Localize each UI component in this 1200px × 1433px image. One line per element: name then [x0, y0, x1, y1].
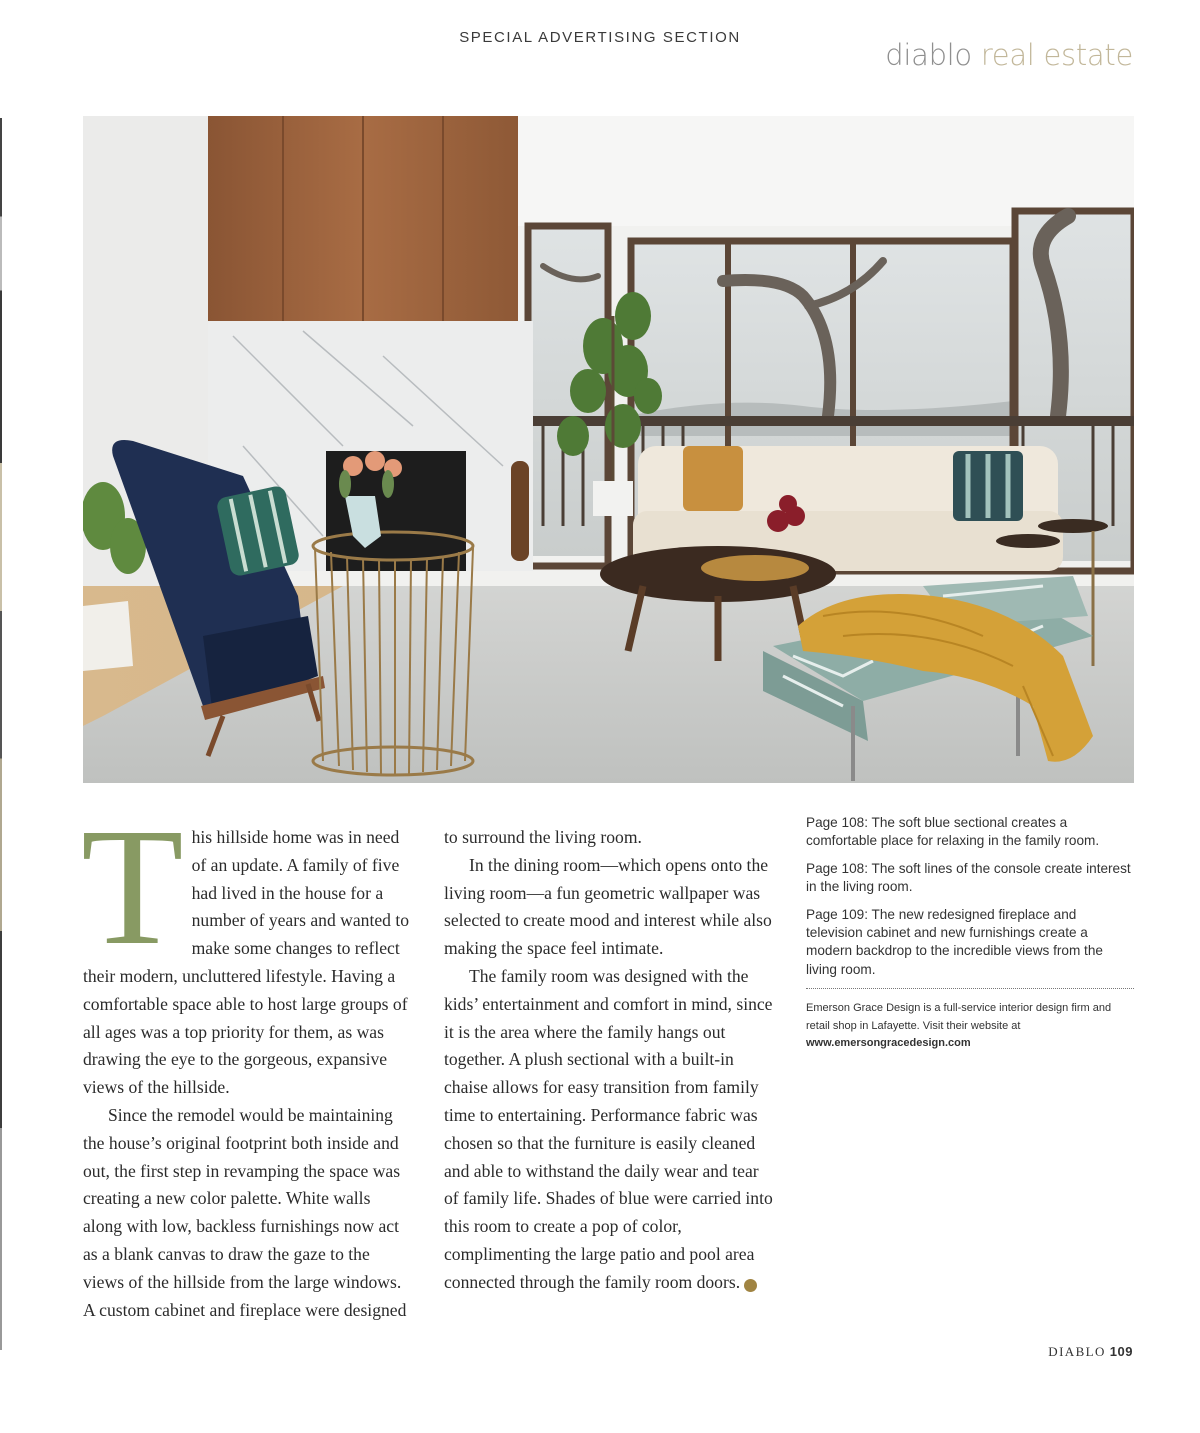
masthead — [885, 38, 1133, 72]
masthead-real-estate: real estate — [980, 38, 1133, 72]
article-column-1 — [81, 794, 413, 1324]
credit-text: Emerson Grace Design is a full-service interior design firm and retail shop in Lafayette. Visit their website at — [806, 1002, 1112, 1032]
caption-3: Page 109: The new redesigned fireplace and television cabinet and new furnishings create a modern backdrop to the incredible views from the living room. — [806, 906, 1103, 977]
caption-2: Page 108: The soft lines of the console create interest in the living room. — [806, 860, 1131, 895]
article-paragraph-1-text: his hillside home was in need of an update. A family of five had lived in the house for a number of years and wanted to make some changes to reflect their modern, uncluttered lifestyle. Having a comfortable space able to host large groups of all ages was a top priority for them, as was drawing the eye to the gorgeous, expansive views of the hillside. — [83, 827, 410, 1098]
page-number: 109 — [1109, 1344, 1133, 1359]
designer-credit — [806, 1000, 1134, 1053]
article-paragraph-5 — [444, 963, 774, 1297]
article-paragraph-3: to surround the living room. — [444, 827, 642, 847]
photo-captions — [806, 814, 1134, 1053]
folio-publication: DIABLO — [1048, 1344, 1106, 1359]
article-paragraph-2: Since the remodel would be maintaining the house’s original footprint both inside and out, the first step in revamping the space was creating a new color palette. White walls along with low, backless furnishings now act as a blank canvas to draw the gaze to the views of the hillside from the large windows. A custom cabinet and fireplace were designed — [83, 1104, 407, 1320]
section-label: SPECIAL ADVERTISING SECTION — [459, 29, 741, 46]
end-of-article-icon: d — [744, 1279, 757, 1292]
drop-cap: T — [81, 794, 184, 980]
page-folio — [1048, 1344, 1133, 1360]
article-paragraph-1 — [81, 794, 413, 1102]
masthead-diablo: diablo — [885, 38, 972, 72]
article-column-2 — [444, 824, 774, 1297]
article-paragraph-5-text: The family room was designed with the kids’ entertainment and comfort in mind, since it is the area where the family hangs out together. A plush sectional with a built-in chaise allows for easy transition from family time to entertaining. Performance fabric was chosen so that the furniture is easily cleaned and able to withstand the daily wear and tear of family life. Shades of blue were carried into this room to create a pop of color, complimenting the large patio and pool area connected through the family room doors. — [444, 965, 773, 1292]
caption-1: Page 108: The soft blue sectional creates a comfortable place for relaxing in the family room. — [806, 815, 1100, 849]
article-paragraph-4: In the dining room—which opens onto the living room—a fun geometric wallpaper was selected to create mood and interest while also making the space feel intimate. — [444, 854, 772, 959]
dotted-divider — [806, 988, 1134, 989]
adjacent-page-edge — [0, 118, 2, 1350]
living-room-photo — [83, 116, 1134, 783]
credit-website-link[interactable]: www.emersongracedesign.com — [806, 1037, 971, 1050]
